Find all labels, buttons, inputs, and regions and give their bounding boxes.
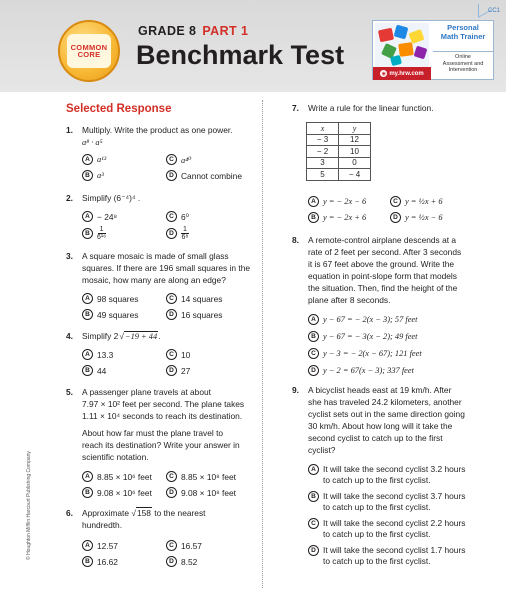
- option-text-line1: It will take the second cyclist 1.7 hours: [323, 545, 466, 555]
- question-text-pre: Simplify 2: [82, 331, 119, 341]
- q3-option-c[interactable]: [166, 293, 222, 304]
- q5-option-b[interactable]: [82, 487, 152, 498]
- logo-line2: CORE: [77, 50, 101, 59]
- option-letter: B: [308, 212, 319, 223]
- option-letter: C: [166, 211, 177, 222]
- question-text: Simplify (6⁻⁴)⁴ .: [82, 193, 141, 203]
- personal-math-trainer-badge: [372, 20, 494, 80]
- pmt-sub-line1: Online: [455, 54, 471, 60]
- q9-option-b[interactable]: [308, 491, 465, 514]
- option-letter: B: [308, 331, 319, 342]
- option-text-line1: It will take the second cyclist 3.7 hours: [323, 491, 466, 501]
- question-text: cyclist?: [308, 445, 336, 455]
- pmt-title: [433, 24, 493, 41]
- option-text: 8.85 × 10⁸ feet: [181, 471, 236, 482]
- option-letter: B: [82, 365, 93, 376]
- question-text: 7.97 × 10² feet per second. The plane takes: [82, 399, 245, 409]
- page-title: Benchmark Test: [136, 40, 345, 70]
- fraction-denominator: 6¹⁶: [97, 234, 107, 241]
- question-text: A remote-control airplane descends at a: [308, 235, 457, 245]
- radicand: 158: [136, 508, 151, 518]
- option-text: y − 67 = − 2(x − 3); 57 feet: [323, 315, 418, 324]
- option-letter: B: [82, 556, 93, 567]
- hrw-logo-icon: ◉: [381, 70, 387, 77]
- question-text: rate of 2 feet per second. After 3 seconds: [308, 247, 462, 257]
- q7-option-a[interactable]: [308, 196, 366, 207]
- question-text: hundredth.: [82, 520, 123, 530]
- option-letter: A: [82, 349, 93, 360]
- question-text-pre: Approximate: [82, 508, 130, 518]
- option-text: [323, 545, 465, 568]
- q6-option-c[interactable]: [166, 540, 202, 551]
- q2-option-b[interactable]: [82, 226, 106, 241]
- option-text: 44: [97, 365, 107, 376]
- question-expression: a⁸ · a⁵: [82, 138, 103, 147]
- fraction-numerator: 1: [99, 226, 104, 233]
- table-row: [307, 157, 371, 169]
- option-letter: A: [82, 540, 93, 551]
- option-letter: B: [82, 309, 93, 320]
- question-number: 8.: [292, 235, 299, 245]
- q5-option-a[interactable]: [82, 471, 152, 482]
- option-text: [323, 464, 465, 487]
- copyright-notice: © Houghton Mifflin Harcourt Publishing Company: [26, 451, 32, 560]
- table-cell: − 4: [339, 169, 371, 181]
- option-text: y = − 2x + 6: [323, 213, 367, 222]
- option-letter: C: [166, 349, 177, 360]
- option-text: a³: [97, 171, 104, 180]
- q1-option-a[interactable]: [82, 154, 106, 165]
- option-letter: B: [82, 170, 93, 181]
- option-text: y = − 2x − 6: [323, 197, 367, 206]
- option-letter: A: [82, 211, 93, 222]
- option-text: 27: [181, 365, 191, 376]
- hrw-url: my.hrw.com: [389, 70, 424, 77]
- question-text: A passenger plane travels at about: [82, 387, 211, 397]
- q8-option-a[interactable]: [308, 314, 417, 325]
- q1-option-c[interactable]: [166, 154, 191, 165]
- table-header-row: [307, 123, 371, 135]
- q7-option-c[interactable]: [390, 196, 443, 207]
- q8-option-b[interactable]: [308, 331, 417, 342]
- pmt-sub-line2: Assessment and: [442, 60, 484, 67]
- option-text: 6⁰: [181, 211, 190, 222]
- question-number: 1.: [66, 125, 73, 135]
- option-text: 8.52: [181, 556, 198, 567]
- question-text: the situation. Then, find the height of the: [308, 283, 458, 293]
- option-text-line2: to catch up to the first cyclist.: [323, 502, 431, 513]
- option-text: 14 squares: [181, 293, 223, 304]
- table-row: [307, 169, 371, 181]
- option-letter: D: [308, 545, 319, 556]
- grade-label: GRADE 8: [138, 24, 197, 38]
- q7-option-b[interactable]: [308, 212, 366, 223]
- pmt-subtitle: [433, 51, 493, 74]
- question-text: 30 km/h. About how long will it take the: [308, 421, 453, 431]
- q4-option-d[interactable]: [166, 365, 190, 376]
- option-letter: A: [82, 293, 93, 304]
- option-text: a⁴⁰: [181, 155, 192, 165]
- q3-option-d[interactable]: [166, 309, 222, 320]
- option-text: y − 67 = − 3(x − 2); 49 feet: [323, 332, 418, 341]
- column-divider: [262, 100, 263, 588]
- option-text-line2: to catch up to the first cyclist.: [323, 475, 431, 486]
- option-fraction: [97, 226, 106, 241]
- common-core-logo: [58, 20, 120, 82]
- q9-option-c[interactable]: [308, 518, 465, 541]
- q9-option-d[interactable]: [308, 545, 465, 568]
- q3-option-b[interactable]: [82, 309, 138, 320]
- question-text: plane after 8 seconds.: [308, 295, 391, 305]
- question-text: she has traveled 24.2 kilometers, another: [308, 397, 462, 407]
- table-cell: 10: [339, 146, 371, 158]
- question-text: scientific notation.: [82, 452, 149, 462]
- q5-option-d[interactable]: [166, 487, 236, 498]
- q6-option-d[interactable]: [166, 556, 197, 567]
- option-letter: D: [166, 309, 177, 320]
- blocks-illustration: [375, 23, 429, 67]
- option-text: 49 squares: [97, 309, 139, 320]
- hrw-link[interactable]: [373, 67, 431, 80]
- q7-option-d[interactable]: [390, 212, 443, 223]
- question-number: 9.: [292, 385, 299, 395]
- q1-option-b[interactable]: [82, 170, 104, 181]
- question-text: reach its destination? Write your answer in: [82, 440, 240, 450]
- option-text: − 24⁸: [97, 211, 118, 222]
- option-letter: C: [166, 154, 177, 165]
- pmt-title-line1: Personal: [447, 23, 479, 32]
- option-fraction: [181, 226, 189, 241]
- option-text: 9.08 × 10⁸ feet: [181, 487, 236, 498]
- question-number: 2.: [66, 193, 73, 203]
- q3-option-a[interactable]: [82, 293, 138, 304]
- question-text: About how far must the plane travel to: [82, 428, 224, 438]
- question-text: [82, 508, 205, 519]
- question-text: mosaic, how many are along an edge?: [82, 275, 226, 285]
- option-letter: B: [82, 487, 93, 498]
- q8-option-c[interactable]: [308, 348, 422, 359]
- option-letter: D: [166, 487, 177, 498]
- question-text: squares. If there are 196 small squares in the: [82, 263, 251, 273]
- option-text: y = ½x − 6: [405, 213, 443, 222]
- question-number: 4.: [66, 331, 73, 341]
- table-header-y: y: [339, 123, 371, 135]
- option-text: 98 squares: [97, 293, 139, 304]
- logo-line1: COMMON: [70, 42, 108, 52]
- option-letter: A: [308, 464, 319, 475]
- option-text: [323, 491, 465, 514]
- option-text-line1: It will take the second cyclist 3.2 hours: [323, 464, 466, 474]
- option-letter: A: [308, 314, 319, 325]
- section-title: Selected Response: [66, 103, 172, 115]
- radical-sign: √: [131, 508, 136, 518]
- corner-label: CC1: [487, 8, 500, 14]
- option-text: [323, 518, 465, 541]
- option-text-line2: to catch up to the first cyclist.: [323, 556, 431, 567]
- q6-option-b[interactable]: [82, 556, 118, 567]
- question-number: 5.: [66, 387, 73, 397]
- option-letter: C: [308, 348, 319, 359]
- option-letter: D: [308, 365, 319, 376]
- q8-option-d[interactable]: [308, 365, 414, 376]
- question-text: second cyclist to catch up to the first: [308, 433, 443, 443]
- option-letter: D: [166, 170, 177, 181]
- q9-option-a[interactable]: [308, 464, 465, 487]
- option-text: 8.85 × 10⁶ feet: [97, 471, 152, 482]
- option-letter: D: [166, 556, 177, 567]
- q1-option-d[interactable]: [166, 170, 242, 181]
- question-number: 6.: [66, 508, 73, 518]
- part-label: PART 1: [202, 24, 249, 38]
- radical-sign: √: [119, 331, 124, 341]
- option-letter: C: [166, 293, 177, 304]
- option-text: y = ½x + 6: [405, 197, 443, 206]
- question-text: A square mosaic is made of small glass: [82, 251, 229, 261]
- option-text: a¹³: [97, 155, 107, 164]
- option-text: y − 3 = − 2(x − 67); 121 feet: [323, 349, 422, 358]
- period: .: [158, 331, 161, 341]
- pmt-title-line2: Math Trainer: [440, 31, 486, 41]
- question-text: [82, 331, 161, 342]
- option-letter: A: [82, 471, 93, 482]
- option-letter: B: [308, 491, 319, 502]
- option-letter: B: [82, 228, 93, 239]
- table-cell: 0: [339, 157, 371, 169]
- option-letter: D: [166, 228, 177, 239]
- question-text: equation in point-slope form that models: [308, 271, 457, 281]
- option-text: 13.3: [97, 349, 114, 360]
- option-letter: C: [166, 540, 177, 551]
- option-text: 16 squares: [181, 309, 223, 320]
- option-letter: A: [82, 154, 93, 165]
- option-text: 16.57: [181, 540, 202, 551]
- option-letter: D: [390, 212, 401, 223]
- table-cell: 5: [307, 169, 339, 181]
- question-text: A bicyclist heads east at 19 km/h. After: [308, 385, 452, 395]
- option-letter: C: [390, 196, 401, 207]
- q2-option-a[interactable]: [82, 211, 117, 222]
- option-text: 10: [181, 349, 191, 360]
- option-letter: C: [308, 518, 319, 529]
- option-text-line2: to catch up to the first cyclist.: [323, 529, 431, 540]
- radicand: −19 + 44: [124, 332, 158, 341]
- q4-option-b[interactable]: [82, 365, 106, 376]
- table-header-x: x: [307, 123, 339, 135]
- table-row: [307, 134, 371, 146]
- q4-option-a[interactable]: [82, 349, 113, 360]
- q2-option-c[interactable]: [166, 211, 189, 222]
- question-text: it is 67 feet above the ground. Write the: [308, 259, 455, 269]
- linear-function-table: [306, 122, 371, 181]
- pmt-sub-line3: Intervention: [448, 67, 478, 74]
- option-text: 12.57: [97, 540, 118, 551]
- q6-option-a[interactable]: [82, 540, 118, 551]
- option-text-line1: It will take the second cyclist 2.2 hours: [323, 518, 466, 528]
- table-cell: 3: [307, 157, 339, 169]
- q4-option-c[interactable]: [166, 349, 190, 360]
- table-cell: − 3: [307, 134, 339, 146]
- fraction-denominator: 6⁸: [181, 234, 189, 241]
- table-row: [307, 146, 371, 158]
- option-text: 9.08 × 10⁶ feet: [97, 487, 152, 498]
- question-text: cyclist sets out in the same direction going: [308, 409, 465, 419]
- option-text: Cannot combine: [181, 170, 242, 181]
- question-text-post: to the nearest: [154, 508, 206, 518]
- question-text: Multiply. Write the product as one power.: [82, 125, 233, 135]
- option-letter: A: [308, 196, 319, 207]
- question-number: 3.: [66, 251, 73, 261]
- fraction-numerator: 1: [183, 226, 187, 233]
- q2-option-d[interactable]: [166, 226, 189, 241]
- option-letter: C: [166, 471, 177, 482]
- table-cell: 12: [339, 134, 371, 146]
- option-letter: D: [166, 365, 177, 376]
- table-cell: − 2: [307, 146, 339, 158]
- option-text: y − 2 = 67(x − 3); 337 feet: [323, 366, 414, 375]
- question-text: 1.11 × 10⁴ seconds to reach its destination.: [82, 411, 243, 421]
- option-text: 16.62: [97, 556, 118, 567]
- grade-line: [138, 24, 248, 38]
- question-number: 7.: [292, 103, 299, 113]
- question-text: Write a rule for the linear function.: [308, 103, 434, 113]
- q5-option-c[interactable]: [166, 471, 236, 482]
